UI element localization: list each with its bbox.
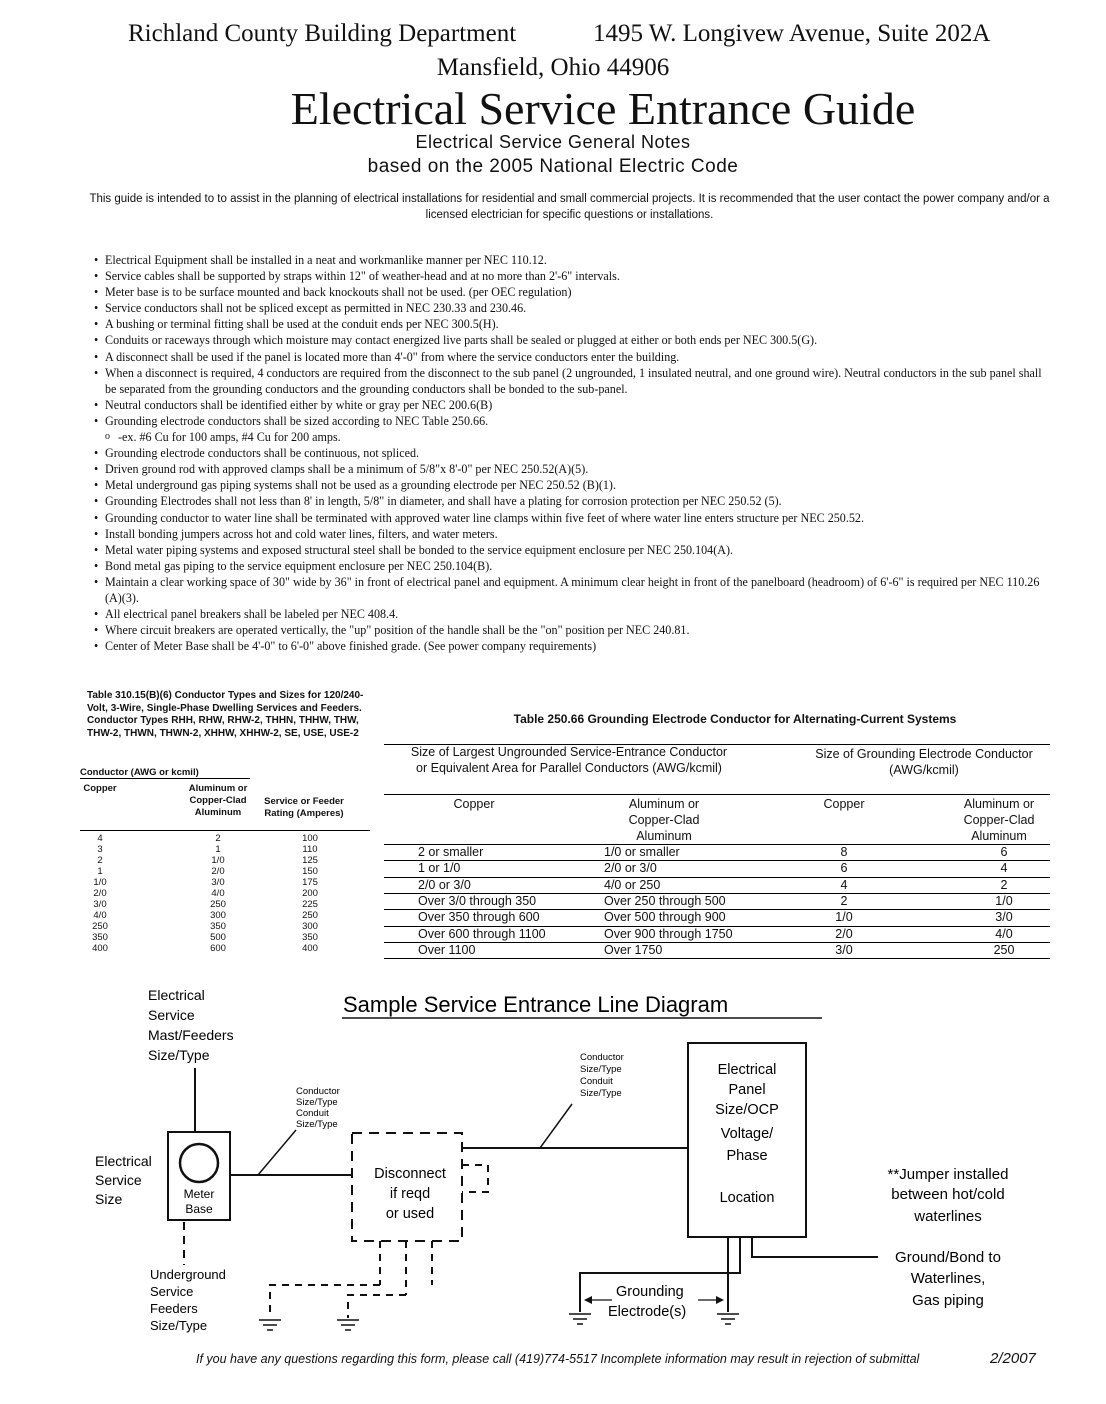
table-cell: 100: [302, 833, 318, 844]
table-row: [384, 942, 1050, 959]
table-250-bottom-rule: [384, 958, 1050, 959]
table-250-sub-copper-1: Copper: [453, 797, 495, 811]
table-cell: 2 or smaller: [418, 845, 484, 859]
table-cell: Over 1750: [604, 942, 663, 957]
table-row: [384, 844, 1050, 861]
note-item: • Driven ground rod with approved clamps shall be a minimum of 5/8"x 8'-0" per NEC 250.52(A)(5).: [94, 461, 1054, 477]
table-cell: 6: [1000, 845, 1008, 859]
table-cell: 3/0: [995, 910, 1013, 925]
table-row: [80, 921, 370, 932]
table-row: [384, 860, 1050, 877]
table-cell: Over 250 through 500: [604, 893, 726, 908]
table-row: [80, 833, 370, 844]
table-cell: 250: [302, 910, 318, 921]
svg-text:Mast/Feeders: Mast/Feeders: [148, 1027, 234, 1043]
table-cell: 350: [210, 921, 226, 932]
department-city: Mansfield, Ohio 44906: [436, 54, 670, 81]
table-cell: 1 or 1/0: [418, 861, 461, 876]
table-250-sub-aluminum-2: Aluminum or Copper-Clad Aluminum: [963, 797, 1035, 843]
table-cell: 1/0: [93, 877, 107, 888]
table-cell: 4/0: [93, 910, 107, 921]
subtitle-notes: Electrical Service General Notes: [415, 132, 691, 152]
table-row: [80, 877, 370, 888]
svg-text:Feeders: Feeders: [150, 1301, 198, 1316]
svg-text:Electrical: Electrical: [148, 987, 205, 1003]
note-item: • Service cables shall be supported by straps within 12" of weather-head and at no more than 2'-6" intervals.: [94, 268, 1054, 284]
table-cell: 110: [302, 844, 318, 855]
table-cell: 600: [210, 943, 226, 954]
table-310-title: Table 310.15(B)(6) Conductor Types and Sizes for 120/240-Volt, 3-Wire, Single-Phase Dwelling Services and Feeders. Conductor Types RHH, RHW, RHW-2, THHN, THHW, THW, THW-2, THWN, THWN-2, XHHW, XHHW-2, SE, USE, USE-2: [87, 690, 364, 739]
table-cell: 1: [215, 844, 221, 855]
svg-text:if reqd: if reqd: [389, 1186, 431, 1202]
table-cell: 3/0: [93, 899, 107, 910]
meter-icon: [180, 1144, 218, 1182]
table-cell: 300: [302, 921, 318, 932]
table-250-sub-copper-2: Copper: [823, 797, 865, 811]
table-310-header-rule: [80, 830, 370, 831]
svg-text:Electrical: Electrical: [717, 1062, 777, 1078]
table-cell: Over 1100: [418, 942, 476, 957]
svg-text:or used: or used: [385, 1206, 435, 1222]
table-cell: 1/0: [211, 855, 225, 866]
table-cell: 2: [215, 833, 221, 844]
svg-text:Size/Type: Size/Type: [148, 1047, 210, 1063]
disconnect-label: [374, 1166, 446, 1222]
note-item: • Grounding electrode conductors shall be continuous, not spliced.: [94, 445, 1054, 461]
svg-text:Size/Type: Size/Type: [296, 1119, 338, 1130]
table-row: [80, 899, 370, 910]
intro-text: This guide is intended to to assist in the planning of electrical installations for residential and small commercial projects. It is recommended that the user contact the power company and/or a licensed electrician for specific questions or installations.: [89, 193, 1050, 221]
footer-note: If you have any questions regarding this form, please call (419)774-5517 Incomplete information may result in rejection of submittal: [196, 1352, 920, 1366]
table-cell: 250: [210, 899, 226, 910]
table-cell: 4/0: [211, 888, 225, 899]
table-cell: 2/0 or 3/0: [604, 861, 657, 876]
table-cell: 200: [302, 888, 318, 899]
table-cell: 400: [302, 943, 318, 954]
note-item: • All electrical panel breakers shall be labeled per NEC 408.4.: [94, 606, 1054, 622]
svg-text:Size/Type: Size/Type: [296, 1097, 338, 1108]
meter-label: [184, 1187, 215, 1216]
svg-text:Size/Type: Size/Type: [580, 1088, 622, 1099]
mast-label: [148, 987, 234, 1063]
svg-text:Service: Service: [95, 1172, 142, 1188]
table-cell: 1/0: [995, 893, 1013, 908]
table-250-sub-aluminum-1: Aluminum or Copper-Clad Aluminum: [628, 797, 700, 843]
table-cell: 4/0: [995, 926, 1013, 941]
table-row: [80, 888, 370, 899]
table-310-col-copper: Copper: [83, 783, 117, 794]
diagram-title: Sample Service Entrance Line Diagram: [343, 992, 729, 1017]
note-item: • Meter base is to be surface mounted and back knockouts shall not be used. (per OEC regulation): [94, 284, 1054, 300]
note-item: • Conduits or raceways through which moisture may contact energized live parts shall be sealed or plugged at either or both ends per NEC 300.5(G).: [94, 332, 1054, 348]
svg-text:**Jumper installed: **Jumper installed: [887, 1166, 1009, 1183]
subtitle-code: based on the 2005 National Electric Code: [367, 156, 739, 177]
table-row: [384, 877, 1050, 894]
svg-text:Size/Type: Size/Type: [150, 1318, 208, 1333]
svg-text:Electrical: Electrical: [95, 1153, 152, 1169]
table-cell: 2: [840, 893, 848, 908]
svg-text:Size/Type: Size/Type: [580, 1064, 622, 1075]
table-cell: 125: [302, 855, 318, 866]
table-row: [384, 909, 1050, 926]
general-notes-list: [94, 252, 1054, 654]
table-cell: Over 900 through 1750: [604, 926, 733, 941]
table-cell: 4: [97, 833, 103, 844]
note-item: • Grounding Electrodes shall not less than 8' in length, 5/8" in diameter, and shall have a plating for corrosion protection per NEC 250.52 (5).: [94, 493, 1054, 509]
note-item: • Maintain a clear working space of 30" wide by 36" in front of electrical panel and equipment. A minimum clear height in front of the panelboard (headroom) of 6'-6" is required per NEC 110.26 (A)(3).: [94, 574, 1054, 606]
table-250-header-left: Size of Largest Ungrounded Service-Entrance Conductor or Equivalent Area for Parallel Conductors (AWG/kcmil): [410, 745, 728, 775]
svg-text:Gas piping: Gas piping: [912, 1292, 984, 1309]
svg-text:Voltage/: Voltage/: [720, 1126, 774, 1142]
table-cell: 2: [97, 855, 103, 866]
table-cell: 2/0: [93, 888, 107, 899]
jumper-label: [888, 1166, 1009, 1225]
svg-text:Disconnect: Disconnect: [374, 1166, 446, 1182]
table-cell: 350: [302, 932, 318, 943]
svg-text:Service: Service: [148, 1007, 195, 1023]
note-item: • Neutral conductors shall be identified either by white or gray per NEC 200.6(B): [94, 397, 1054, 413]
table-cell: 1/0 or smaller: [604, 845, 680, 859]
table-250-header-rule: [384, 794, 1050, 795]
table-310-col-rating: Service or Feeder Rating (Amperes): [264, 796, 344, 819]
table-cell: 2: [1000, 877, 1008, 892]
table-cell: 3: [97, 844, 103, 855]
table-cell: 4: [1000, 861, 1008, 876]
table-cell: 250: [92, 921, 108, 932]
table-cell: 175: [302, 877, 318, 888]
svg-text:Conductor: Conductor: [580, 1052, 624, 1063]
svg-text:Conduit: Conduit: [580, 1076, 613, 1087]
note-item: • Electrical Equipment shall be installed in a neat and workmanlike manner per NEC 110.12.: [94, 252, 1054, 268]
svg-text:Base: Base: [185, 1202, 213, 1216]
table-row: [80, 855, 370, 866]
svg-text:Conduit: Conduit: [296, 1108, 329, 1119]
table-310-group-header: Conductor (AWG or kcmil): [80, 767, 250, 779]
svg-text:waterlines: waterlines: [914, 1208, 982, 1225]
table-cell: 250: [993, 942, 1015, 957]
table-cell: 500: [210, 932, 226, 943]
svg-text:Phase: Phase: [726, 1148, 768, 1164]
note-item: • Metal underground gas piping systems shall not be used as a grounding electrode per NEC 250.52 (B)(1).: [94, 477, 1054, 493]
svg-text:Service: Service: [150, 1284, 194, 1299]
table-cell: 6: [840, 861, 848, 876]
table-cell: 225: [302, 899, 318, 910]
table-cell: 4/0 or 250: [604, 877, 661, 892]
footer-date: 2/2007: [990, 1350, 1036, 1367]
svg-text:Waterlines,: Waterlines,: [910, 1270, 986, 1287]
grounding-electrode-label: [608, 1284, 686, 1320]
table-310-col-aluminum: Aluminum or Copper-Clad Aluminum: [188, 783, 248, 818]
note-item: • When a disconnect is required, 4 conductors are required from the disconnect to the sub panel (2 ungrounded, 1 insulated neutral, and one ground wire). Neutral conductors in the sub panel shall be separated from the grounding conductors and the grounding conductors shall be bonded to the sub-panel.: [94, 365, 1054, 397]
service-size-label: [95, 1153, 152, 1207]
svg-text:Size/OCP: Size/OCP: [715, 1102, 779, 1118]
table-cell: Over 350 through 600: [418, 910, 540, 925]
svg-text:between hot/cold: between hot/cold: [891, 1186, 1005, 1203]
note-item: • Service conductors shall not be spliced except as permitted in NEC 230.33 and 230.46.: [94, 300, 1054, 316]
svg-text:Size: Size: [95, 1191, 123, 1207]
svg-text:Electrode(s): Electrode(s): [608, 1304, 687, 1320]
table-row: [80, 943, 370, 954]
note-item: • A bushing or terminal fitting shall be used at the conduit ends per NEC 300.5(H).: [94, 316, 1054, 332]
note-item: • Metal water piping systems and exposed structural steel shall be bonded to the service equipment enclosure per NEC 250.104(A).: [94, 542, 1054, 558]
note-item: • Grounding conductor to water line shall be terminated with approved water line clamps within five feet of where water line enters structure per NEC 250.52.: [94, 510, 1054, 526]
svg-text:Underground: Underground: [150, 1267, 226, 1282]
service-entrance-diagram: [0, 980, 1106, 1350]
note-item: • Center of Meter Base shall be 4'-0" to 6'-0" above finished grade. (See power company requirements): [94, 638, 1054, 654]
note-subitem: o -ex. #6 Cu for 100 amps, #4 Cu for 200 amps.: [94, 429, 1054, 445]
ground-bond-label: [895, 1249, 1001, 1309]
department-name: Richland County Building Department: [128, 20, 517, 47]
table-cell: 2/0: [835, 926, 853, 941]
note-item: • A disconnect shall be used if the panel is located more than 4'-0" from where the service conductors enter the building.: [94, 349, 1054, 365]
table-cell: 150: [302, 866, 318, 877]
conductor-label-1: [296, 1086, 340, 1130]
underground-label: [150, 1267, 226, 1333]
svg-text:Grounding: Grounding: [616, 1284, 684, 1300]
table-cell: 8: [840, 845, 848, 859]
svg-text:Panel: Panel: [728, 1082, 766, 1098]
table-row: [384, 926, 1050, 943]
note-item: • Install bonding jumpers across hot and cold water lines, filters, and water meters.: [94, 526, 1054, 542]
table-cell: Over 3/0 through 350: [418, 893, 537, 908]
note-item: • Where circuit breakers are operated vertically, the "up" position of the handle shall be the "on" position per NEC 240.81.: [94, 622, 1054, 638]
table-cell: 3/0: [835, 942, 853, 957]
table-cell: 2/0 or 3/0: [418, 877, 471, 892]
table-250-title: Table 250.66 Grounding Electrode Conductor for Alternating-Current Systems: [513, 712, 957, 726]
table-row: [80, 932, 370, 943]
svg-text:Ground/Bond to: Ground/Bond to: [895, 1249, 1001, 1266]
page-title: Electrical Service Entrance Guide: [290, 83, 916, 134]
conductor-label-2: [580, 1052, 624, 1099]
note-item: • Grounding electrode conductors shall be sized according to NEC Table 250.66.: [94, 413, 1054, 429]
panel-label: [715, 1062, 779, 1206]
table-cell: 3/0: [211, 877, 225, 888]
table-cell: 350: [92, 932, 108, 943]
table-cell: 400: [92, 943, 108, 954]
table-250-header-right: Size of Grounding Electrode Conductor (AWG/kcmil): [815, 747, 1033, 777]
table-cell: 2/0: [211, 866, 225, 877]
svg-text:Conductor: Conductor: [296, 1086, 340, 1097]
table-cell: 1/0: [835, 910, 853, 925]
table-cell: 4: [840, 877, 848, 892]
table-cell: 1: [97, 866, 103, 877]
note-item: • Bond metal gas piping to the service equipment enclosure per NEC 250.104(B).: [94, 558, 1054, 574]
table-row: [80, 866, 370, 877]
table-cell: Over 600 through 1100: [418, 926, 546, 941]
department-address: 1495 W. Longivew Avenue, Suite 202A: [593, 20, 991, 47]
table-cell: 300: [210, 910, 226, 921]
table-row: [80, 844, 370, 855]
svg-text:Meter: Meter: [183, 1187, 215, 1201]
table-row: [80, 910, 370, 921]
svg-text:Location: Location: [719, 1190, 775, 1206]
table-cell: Over 500 through 900: [604, 910, 726, 925]
table-row: [384, 893, 1050, 910]
